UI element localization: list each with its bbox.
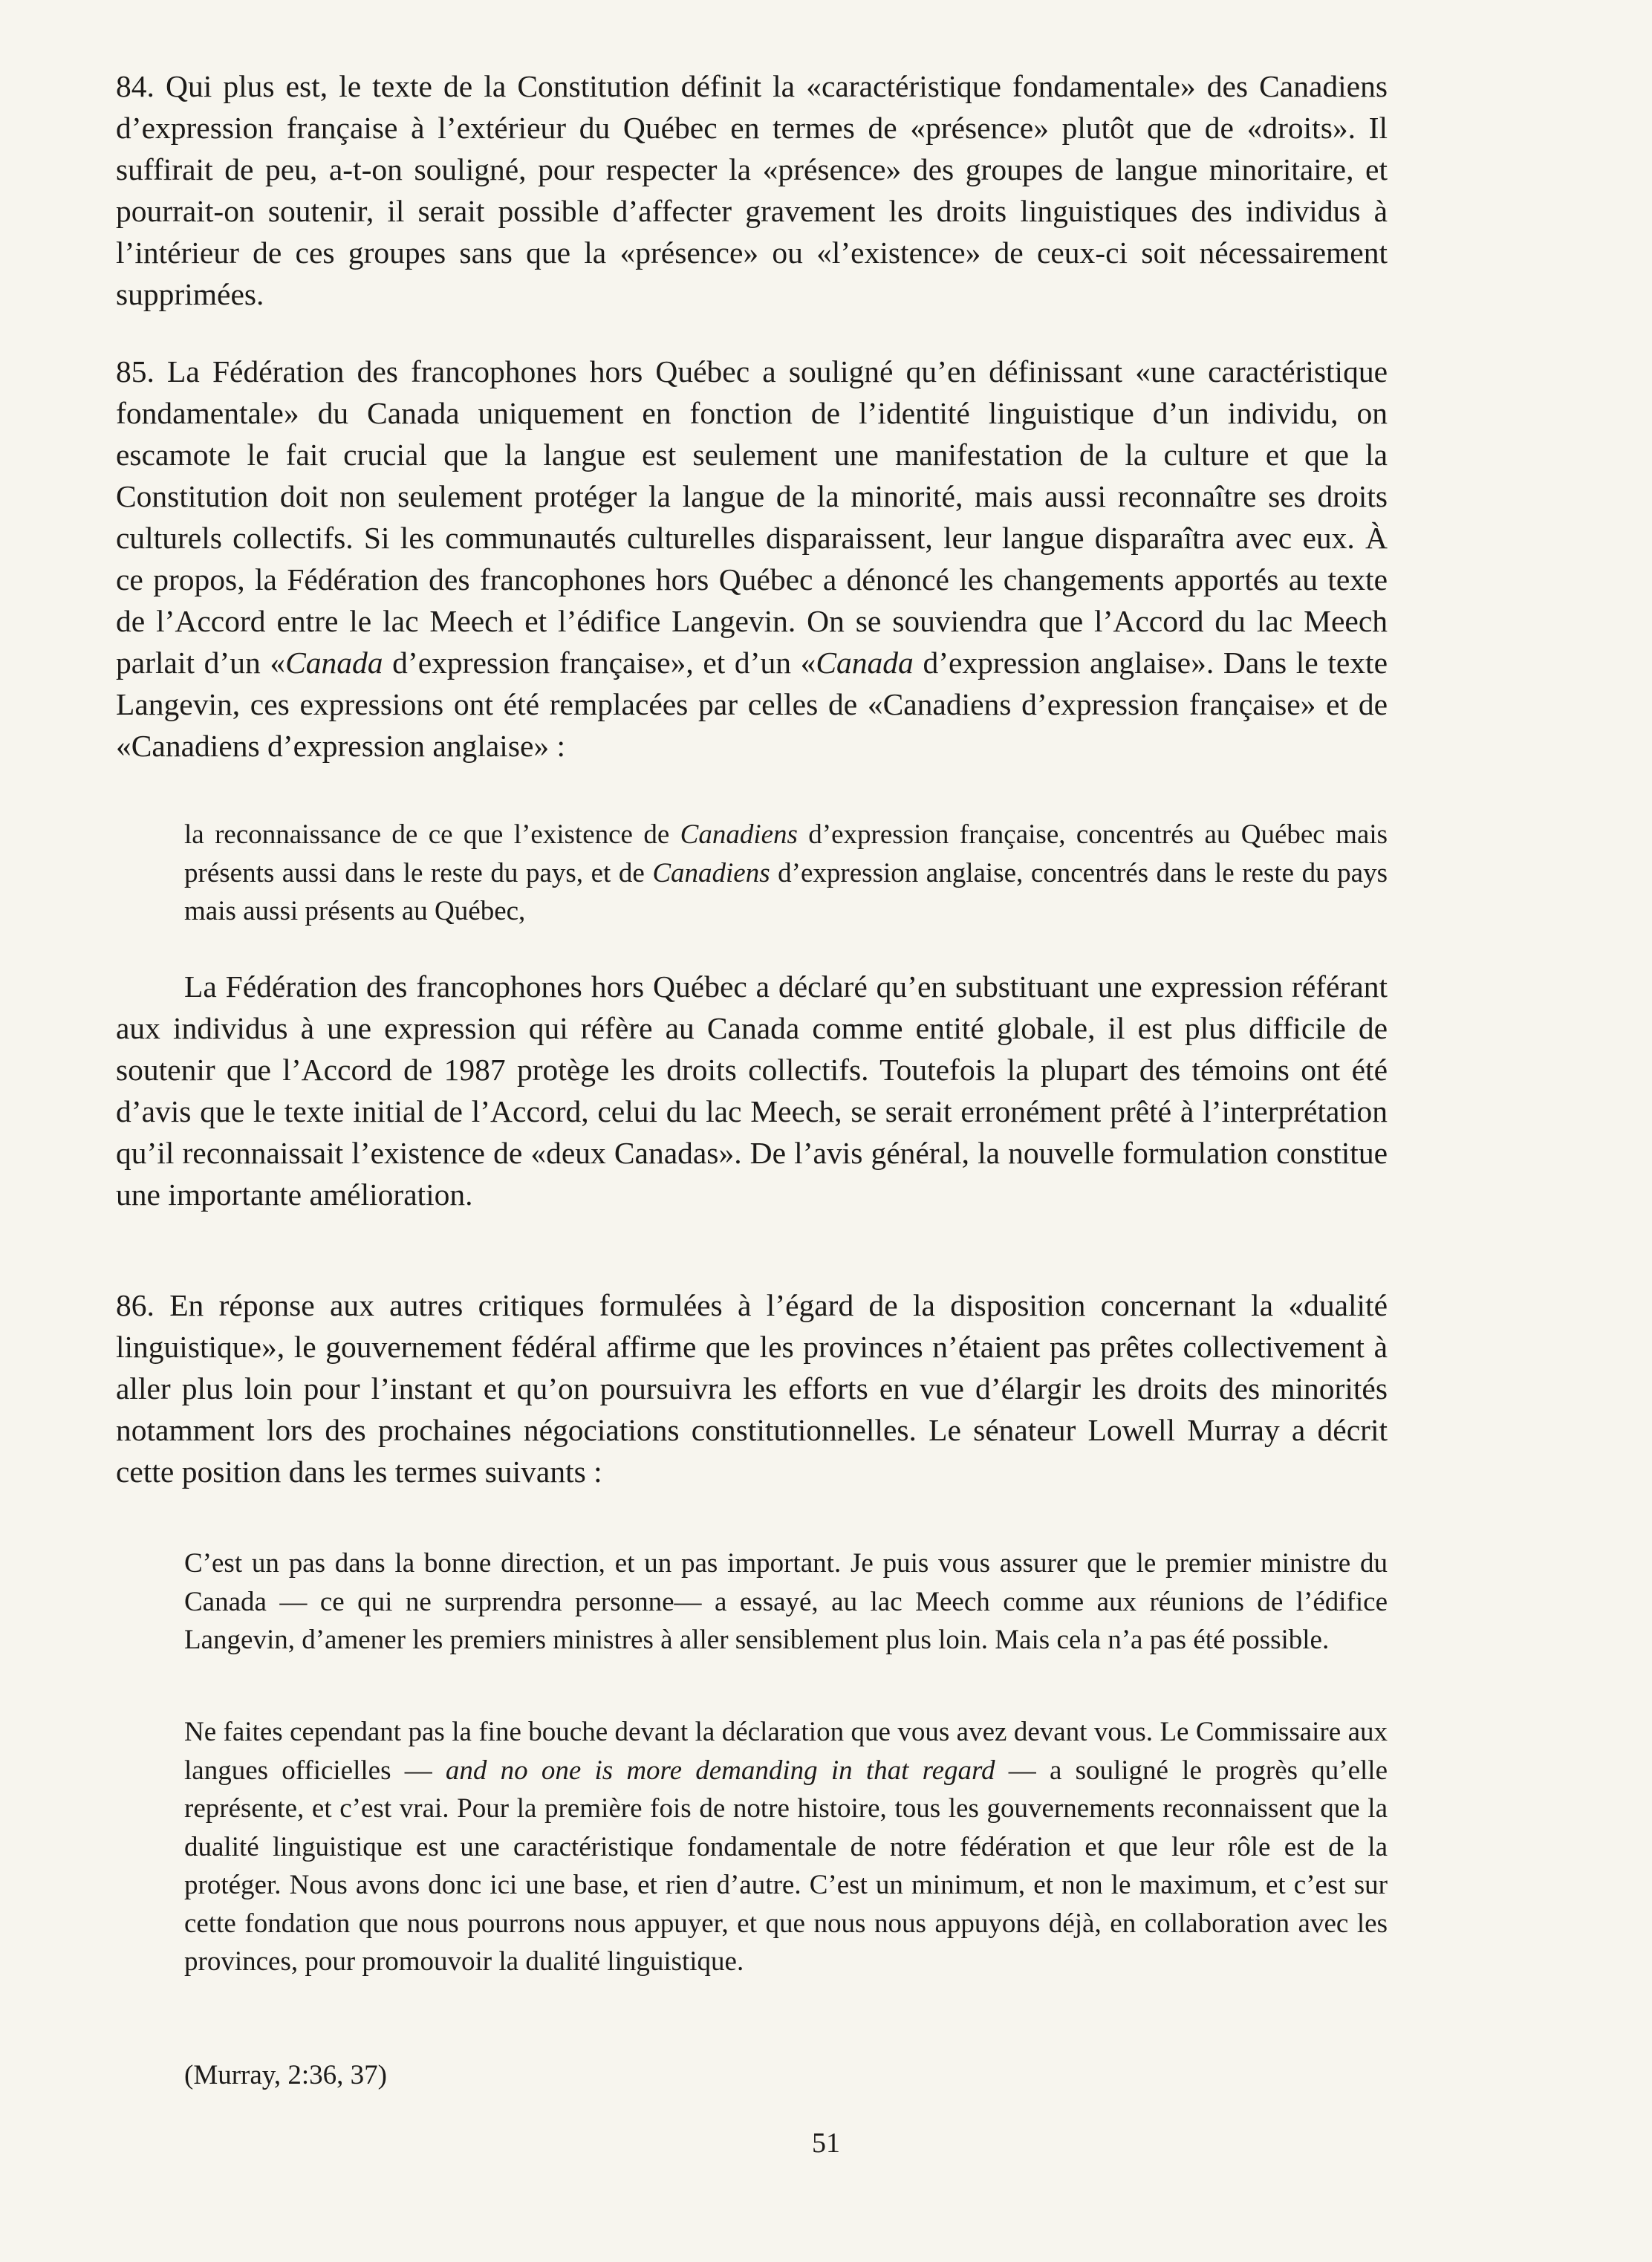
- paragraph-84: [116, 65, 1388, 315]
- quote-text: C’est un pas dans la bonne direction, et un pas important. Je puis vous assurer que le premier ministre du Canada — ce qui ne surprendra personne— a essayé, au lac Meech comme aux réunions de l’édifice Langevin, d’amener les premiers ministres à aller sensiblement plus loin. Mais cela n’a pas été possible.: [184, 1548, 1388, 1655]
- block-quote-1: [184, 816, 1388, 931]
- paragraph-text: d’expression anglaise». Dans le texte Langevin, ces expressions ont été remplacées par celles de «Canadiens d’expression française» et de «Canadiens d’expression anglaise» :: [116, 646, 1388, 763]
- paragraph-number: 85.: [116, 354, 155, 389]
- paragraph-86: [116, 1284, 1388, 1492]
- quote-text: Ne faites cependant pas la fine bouche devant la déclaration que vous avez devant vous. Le Commissaire aux langues officielles —: [184, 1717, 1388, 1786]
- block-quote-2: [184, 1544, 1388, 1660]
- paragraph-text: En réponse aux autres critiques formulées à l’égard de la disposition concernant la «dualité linguistique», le gouvernement fédéral affirme que les provinces n’étaient pas prêtes collectivement à aller plus loin pour l’instant et qu’on poursuivra les efforts en vue d’élargir les droits des minorités notamment lors des prochaines négociations constitutionnelles. Le sénateur Lowell Murray a décrit cette position dans les termes suivants :: [116, 1288, 1388, 1489]
- italic-text: Canada: [816, 646, 914, 680]
- citation: (Murray, 2:36, 37): [184, 2060, 387, 2090]
- quote-text: la reconnaissance de ce que l’existence de: [184, 819, 680, 850]
- page-number: 51: [812, 2128, 840, 2159]
- quote-text: d’expression française, concentrés au Québec mais présents aussi dans le reste du pays, et de: [184, 819, 1388, 888]
- paragraph-85: [116, 351, 1388, 767]
- quote-text: d’expression anglaise, concentrés dans le reste du pays mais aussi présents au Québec,: [184, 857, 1388, 926]
- paragraph-number: 86.: [116, 1288, 155, 1322]
- italic-text: and no one is more demanding in that regard: [445, 1755, 995, 1786]
- italic-text: Canadiens: [680, 819, 798, 850]
- paragraph-text: d’expression française», et d’un «: [383, 646, 816, 680]
- paragraph-text: La Fédération des francophones hors Québec a déclaré qu’en substituant une expression référant aux individus à une expression qui réfère au Canada comme entité globale, il est plus difficile de soutenir que l’Accord de 1987 protège les droits collectifs. Toutefois la plupart des témoins ont été d’avis que le texte initial de l’Accord, celui du lac Meech, se serait erronément prêté à l’interprétation qu’il reconnaissait l’existence de «deux Canadas». De l’avis général, la nouvelle formulation constitue une importante amélioration.: [116, 969, 1388, 1212]
- italic-text: Canadiens: [652, 857, 770, 888]
- paragraph-85-continued: [116, 966, 1388, 1215]
- paragraph-text: Qui plus est, le texte de la Constitution définit la «caractéristique fondamentale» des Canadiens d’expression française à l’extérieur du Québec en termes de «présence» plutôt que de «droits». Il suffirait de peu, a-t-on souligné, pour respecter la «présence» des groupes de langue minoritaire, et pourrait-on soutenir, il serait possible d’affecter gravement les droits linguistiques des individus à l’intérieur de ces groupes sans que la «présence» ou «l’existence» de ceux-ci soit nécessairement supprimées.: [116, 69, 1388, 311]
- italic-text: Canada: [285, 646, 383, 680]
- block-quote-3: [184, 1713, 1388, 1981]
- paragraph-text: La Fédération des francophones hors Québec a souligné qu’en définissant «une caractéristique fondamentale» du Canada uniquement en fonction de l’identité linguistique d’un individu, on escamote le fait crucial que la langue est seulement une manifestation de la culture et que la Constitution doit non seulement protéger la langue de la minorité, mais aussi reconnaître ses droits culturels collectifs. Si les communautés culturelles disparaissent, leur langue disparaîtra avec eux. À ce propos, la Fédération des francophones hors Québec a dénoncé les changements apportés au texte de l’Accord entre le lac Meech et l’édifice Langevin. On se souviendra que l’Accord du lac Meech parlait d’un «: [116, 354, 1388, 680]
- quote-text: — a souligné le progrès qu’elle représente, et c’est vrai. Pour la première fois de notre histoire, tous les gouvernements reconnaissent que la dualité linguistique est une caractéristique fondamentale de notre fédération et que leur rôle est de la protéger. Nous avons donc ici une base, et rien d’autre. C’est un minimum, et non le maximum, et c’est sur cette fondation que nous pourrons nous appuyer, et que nous nous appuyons déjà, en collaboration avec les provinces, pour promouvoir la dualité linguistique.: [184, 1755, 1388, 1977]
- paragraph-number: 84.: [116, 69, 155, 103]
